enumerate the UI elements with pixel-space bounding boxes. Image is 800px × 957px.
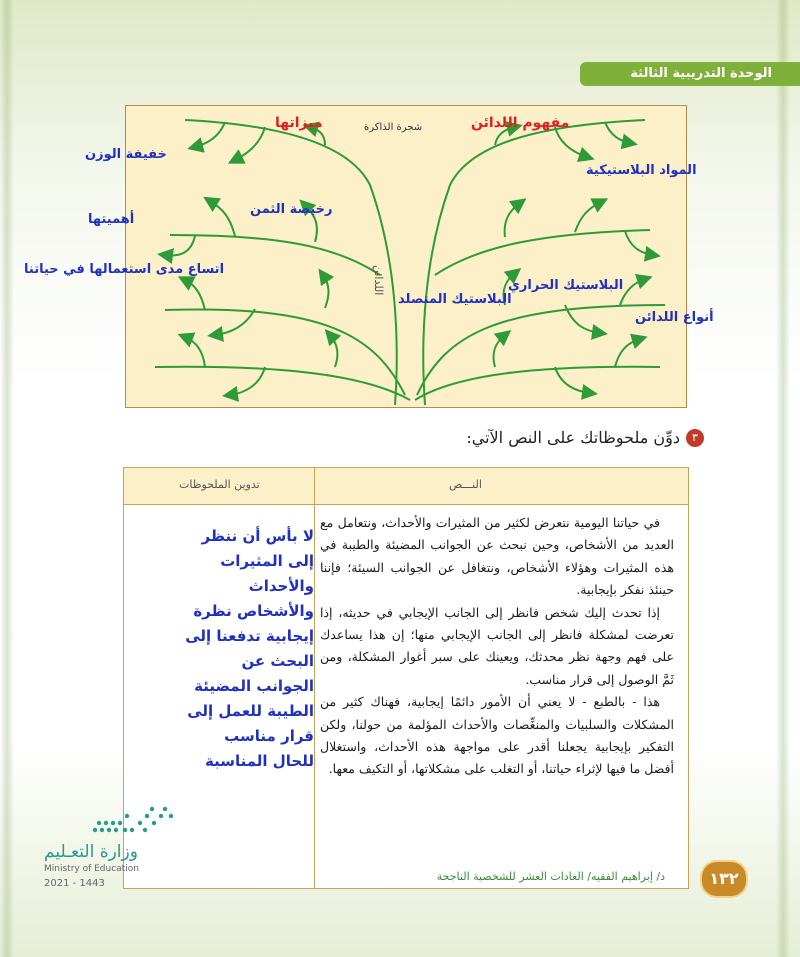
tree-branch: [417, 305, 665, 395]
tree-branch: [415, 367, 660, 400]
tree-label-thermoplastic: البلاستيك الحراري: [508, 278, 624, 293]
notes-answer[interactable]: لا بأس أن ننظر إلى المثيرات والأحداث والأشخاص نظرة إيجابية تدفعنا إلى البحث عن الجوانب المضيئة الطيبة للعمل إلى قرار مناسب للحال المناسبة: [185, 527, 314, 770]
tree-trunk-label: اللدائن: [372, 265, 385, 296]
tree-title: شجرة الذاكرة: [364, 122, 423, 133]
source-credit: د/ إبراهيم الفقيه/ العادات العشر للشخصية الناجحة: [436, 870, 665, 883]
column-divider: [314, 468, 315, 888]
question-text: دوِّن ملحوظاتك على النص الآتي:: [466, 428, 680, 447]
question-line: [466, 428, 704, 447]
page-number: ١٣٢: [700, 860, 748, 898]
page-edge-right: [776, 0, 790, 957]
tree-label-plastic-materials: المواد البلاستيكية: [586, 163, 697, 178]
tree-left-heading: ميزاتها: [275, 115, 323, 131]
passage-paragraph: هذا - بالطبع - لا يعني أن الأمور دائمًا إيجابية، فهناك كثير من المشكلات والسلبيات والمنغِّصات والأحداث المؤلمة من حولنا، ولكن التفكير بإيجابية يجعلنا أقدر على مواجهة هذه الأحداث، واستغلال أفضل ما فيها لإثراء حياتنا، أو التغلب على مشكلاتها، أو التكيف معها.: [320, 694, 674, 777]
passage-paragraph: إذا تحدث إليك شخص فانظر إلى الجانب الإيجابي في حديثه، إذا تعرضت لمشكلة فانظر إلى الجانب الإيجابي منها؛ إن هذا يساعدك على فهم وجهة نظر محدثك، ويعينك على سبر أغوار المشكلة، ومن ثَمَّ الوصول إلى قرار مناسب.: [320, 604, 674, 687]
tree-label-thermoset: البلاستيك المتصلد: [398, 292, 512, 307]
memory-tree-drawing: [125, 105, 687, 408]
ministry-name-arabic: وزارة التعـليم: [44, 842, 138, 862]
header-notes-column: تدوين الملحوظات: [179, 478, 260, 491]
tree-right-heading: مفهوم اللدائن: [471, 115, 570, 131]
tree-label-plastic-types: أنواع اللدائن: [635, 310, 714, 325]
ministry-year: 2021 - 1443: [44, 878, 105, 889]
tree-branch: [155, 367, 410, 400]
tree-branch: [435, 230, 650, 275]
unit-banner: الوحدة التدريبية الثالثة: [580, 62, 800, 86]
question-number: ٣: [686, 429, 704, 447]
ministry-name-english: Ministry of Education: [44, 864, 139, 874]
passage-paragraph: في حياتنا اليومية نتعرض لكثير من المثيرات والأحداث، ونتعامل مع العديد من الأشخاص، وحين نبحث عن الجوانب المضيئة والطيبة في هذه المثيرات وهؤلاء الأشخاص، ونتغافل عن الجوانب السيئة؛ فإننا حينئذ نفكر بإيجابية.: [320, 515, 674, 598]
passage-text: [320, 512, 674, 781]
tree-label-light-weight: خفيفة الوزن: [85, 147, 167, 162]
tree-label-importance: أهميتها: [88, 212, 135, 227]
header-text-column: النـــص: [449, 478, 482, 491]
tree-label-wide-use: اتساع مدى استعمالها في حياتنا: [24, 262, 225, 277]
page-edge-left: [0, 0, 14, 957]
tree-label-cheap: رخيصة الثمن: [250, 202, 333, 217]
ministry-logo-icon: [85, 800, 180, 840]
